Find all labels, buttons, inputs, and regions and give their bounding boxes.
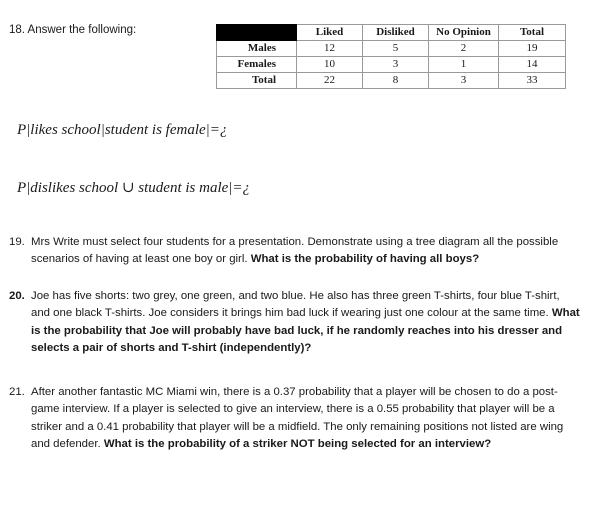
question-19 [9, 234, 581, 269]
table-cell: 8 [363, 73, 429, 89]
formula-union: ∪ [121, 180, 135, 196]
table-cell: 22 [297, 73, 363, 89]
formula-given: student is female [104, 122, 206, 138]
table-cell: 3 [429, 73, 499, 89]
table-cell: 10 [297, 57, 363, 73]
question-text: Mrs Write must select four students for a presentation. Demonstrate using a tree diagram all the possible scenarios of having at least one boy or girl. [31, 236, 559, 266]
table-header-row [217, 25, 566, 41]
formula-result: ¿ [219, 122, 228, 138]
question-body [31, 288, 581, 358]
table-cell: 3 [363, 57, 429, 73]
formula-p: P [17, 122, 27, 138]
question-body [31, 234, 581, 269]
formula-bar: | [228, 180, 233, 196]
table-header-cell: No Opinion [429, 25, 499, 41]
question-body [31, 384, 581, 454]
formula-bar: | [26, 122, 31, 138]
table-cell: 33 [499, 73, 566, 89]
question-number: 19. [9, 236, 25, 248]
question-bold-text: What is the probability of a striker NOT being selected for an interview? [103, 438, 492, 451]
table-header-cell: Disliked [363, 25, 429, 41]
table-cell: 5 [363, 41, 429, 57]
question-number: 20. [9, 290, 25, 302]
question-18-label: 18. Answer the following: [9, 24, 137, 36]
table-row [217, 73, 566, 89]
frequency-table-container [216, 24, 566, 89]
formula-dislikes-union-male [17, 178, 250, 197]
question-bold-text: What is the probability of having all boys? [250, 253, 480, 266]
formula-equals: = [232, 180, 243, 196]
frequency-table [216, 24, 566, 89]
table-cell: 2 [429, 41, 499, 57]
formula-bar: | [26, 180, 31, 196]
question-text: After another fantastic MC Miami win, there is a 0.37 probability that a player will be chosen to do a post-game interview. If a player is selected to give an interview, there is a 0.55 probability that player will be a striker and a 0.41 probability that player will be a midfield. The only remaining positions not listed are wing and defender. [31, 386, 564, 451]
formula-bar: | [100, 122, 105, 138]
table-row-label: Males [217, 41, 297, 57]
table-corner-cell [217, 25, 297, 41]
table-cell: 14 [499, 57, 566, 73]
question-21 [9, 384, 581, 454]
table-cell: 12 [297, 41, 363, 57]
table-header-cell: Liked [297, 25, 363, 41]
formula-p: P [17, 180, 27, 196]
table-row [217, 41, 566, 57]
question-bold-text: What is the probability that Joe will probably have bad luck, if he randomly reaches into his dresser and selects a pair of shorts and T-shirt (independently)? [31, 307, 580, 355]
table-cell: 19 [499, 41, 566, 57]
formula-event: dislikes school [30, 180, 119, 196]
formula-equals: = [209, 122, 220, 138]
formula-likes-given-female [17, 122, 227, 139]
formula-result: ¿ [242, 180, 251, 196]
formula-event: likes school [30, 122, 101, 138]
table-row-label: Females [217, 57, 297, 73]
table-row-label: Total [217, 73, 297, 89]
table-row [217, 57, 566, 73]
question-text: Joe has five shorts: two grey, one green, and two blue. He also has three green T-shirts, four blue T-shirt, and one black T-shirts. Joe considers it brings him bad luck if wearing just one colour at the same time. [31, 290, 560, 320]
table-cell: 1 [429, 57, 499, 73]
question-20 [9, 288, 581, 358]
formula-given: student is male [138, 180, 229, 196]
table-header-cell: Total [499, 25, 566, 41]
formula-bar: | [205, 122, 210, 138]
question-number: 21. [9, 386, 25, 398]
